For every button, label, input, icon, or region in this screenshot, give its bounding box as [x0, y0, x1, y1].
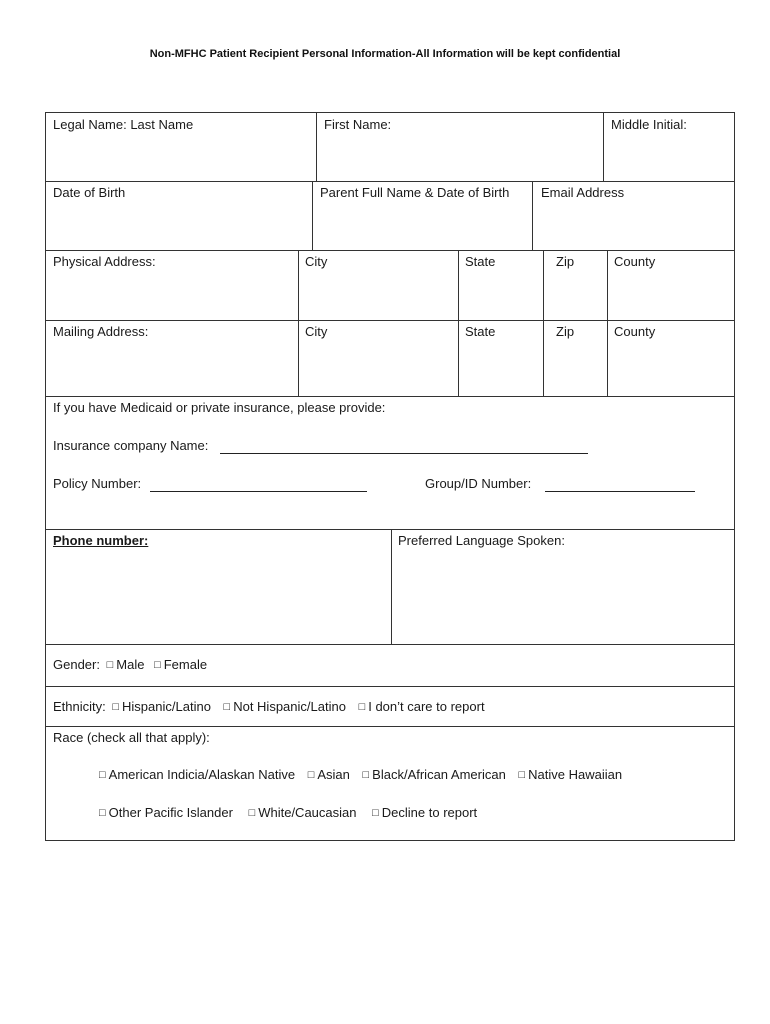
gender-option-male[interactable]: □ Male	[106, 657, 145, 672]
ethnicity-option-hispanic[interactable]: □ Hispanic/Latino	[112, 699, 211, 714]
physical-zip-field[interactable]	[543, 250, 607, 320]
zip-label: Zip	[556, 254, 575, 269]
last-name-field[interactable]	[46, 113, 316, 181]
gender-label: Gender:	[53, 657, 100, 672]
patient-info-form	[45, 112, 735, 841]
email-field[interactable]	[532, 181, 734, 250]
row-divider	[46, 644, 734, 645]
dob-field[interactable]	[46, 181, 312, 250]
state-label: State	[465, 324, 496, 339]
checkbox-icon[interactable]: □	[362, 769, 370, 781]
race-label: Race (check all that apply):	[53, 730, 210, 745]
checkbox-icon[interactable]: □	[106, 659, 114, 671]
mailing-county-field[interactable]	[607, 320, 734, 396]
race-option-asian[interactable]: □ Asian	[307, 767, 350, 782]
email-label: Email Address	[541, 185, 625, 200]
county-label: County	[614, 254, 656, 269]
preferred-language-label: Preferred Language Spoken:	[398, 533, 565, 548]
row-divider	[46, 726, 734, 727]
row-divider	[46, 686, 734, 687]
checkbox-icon[interactable]: □	[248, 807, 256, 819]
ethnicity-option-no-report[interactable]: □ I don’t care to report	[358, 699, 485, 714]
zip-label: Zip	[556, 324, 575, 339]
physical-county-field[interactable]	[607, 250, 734, 320]
race-option-pacific-islander[interactable]: □ Other Pacific Islander	[99, 805, 233, 820]
parent-name-dob-field[interactable]	[312, 181, 532, 250]
race-option-native-hawaiian[interactable]: □ Native Hawaiian	[518, 767, 623, 782]
insurance-company-label: Insurance company Name:	[53, 438, 209, 453]
race-options-line-2	[99, 805, 477, 820]
mailing-zip-field[interactable]	[543, 320, 607, 396]
dob-label: Date of Birth	[53, 185, 126, 200]
race-option-black[interactable]: □ Black/African American	[362, 767, 506, 782]
phone-number-field[interactable]	[46, 529, 391, 644]
insurance-intro: If you have Medicaid or private insurance, please provide:	[53, 400, 386, 415]
gender-row	[53, 657, 207, 672]
last-name-label: Legal Name: Last Name	[53, 117, 194, 132]
row-divider	[46, 396, 734, 397]
checkbox-icon[interactable]: □	[518, 769, 526, 781]
physical-city-field[interactable]	[298, 250, 458, 320]
parent-name-dob-label: Parent Full Name & Date of Birth	[320, 185, 510, 200]
race-options-line-1	[99, 767, 622, 782]
checkbox-icon[interactable]: □	[112, 701, 120, 713]
county-label: County	[614, 324, 656, 339]
policy-number-label: Policy Number:	[53, 476, 142, 491]
first-name-field[interactable]	[316, 113, 603, 181]
state-label: State	[465, 254, 496, 269]
checkbox-icon[interactable]: □	[99, 807, 106, 819]
ethnicity-label: Ethnicity:	[53, 699, 106, 714]
physical-state-field[interactable]	[458, 250, 543, 320]
middle-initial-field[interactable]	[603, 113, 734, 181]
ethnicity-row	[53, 699, 485, 714]
race-option-decline[interactable]: □ Decline to report	[372, 805, 478, 820]
document-title: Non-MFHC Patient Recipient Personal Information-All Information will be kept confidential	[149, 48, 621, 60]
preferred-language-field[interactable]	[391, 529, 734, 644]
mailing-city-field[interactable]	[298, 320, 458, 396]
checkbox-icon[interactable]: □	[154, 659, 161, 671]
checkbox-icon[interactable]: □	[358, 701, 366, 713]
checkbox-icon[interactable]: □	[223, 701, 231, 713]
city-label: City	[305, 254, 328, 269]
group-id-label: Group/ID Number:	[425, 476, 532, 491]
group-id-input[interactable]	[545, 491, 695, 492]
insurance-company-input[interactable]	[220, 453, 588, 454]
mailing-address-field[interactable]	[46, 320, 298, 396]
mailing-state-field[interactable]	[458, 320, 543, 396]
checkbox-icon[interactable]: □	[99, 769, 106, 781]
city-label: City	[305, 324, 328, 339]
first-name-label: First Name:	[324, 117, 392, 132]
physical-address-field[interactable]	[46, 250, 298, 320]
middle-initial-label: Middle Initial:	[611, 117, 687, 132]
ethnicity-option-not-hispanic[interactable]: □ Not Hispanic/Latino	[223, 699, 346, 714]
race-option-american-indian[interactable]: □ American Indicia/Alaskan Native	[99, 767, 296, 782]
checkbox-icon[interactable]: □	[372, 807, 379, 819]
phone-number-label: Phone number:	[53, 533, 149, 548]
gender-option-female[interactable]: □ Female	[154, 657, 208, 672]
race-option-white[interactable]: □ White/Caucasian	[248, 805, 357, 820]
checkbox-icon[interactable]: □	[307, 769, 315, 781]
mailing-address-label: Mailing Address:	[53, 324, 149, 339]
physical-address-label: Physical Address:	[53, 254, 156, 269]
policy-number-input[interactable]	[150, 491, 367, 492]
